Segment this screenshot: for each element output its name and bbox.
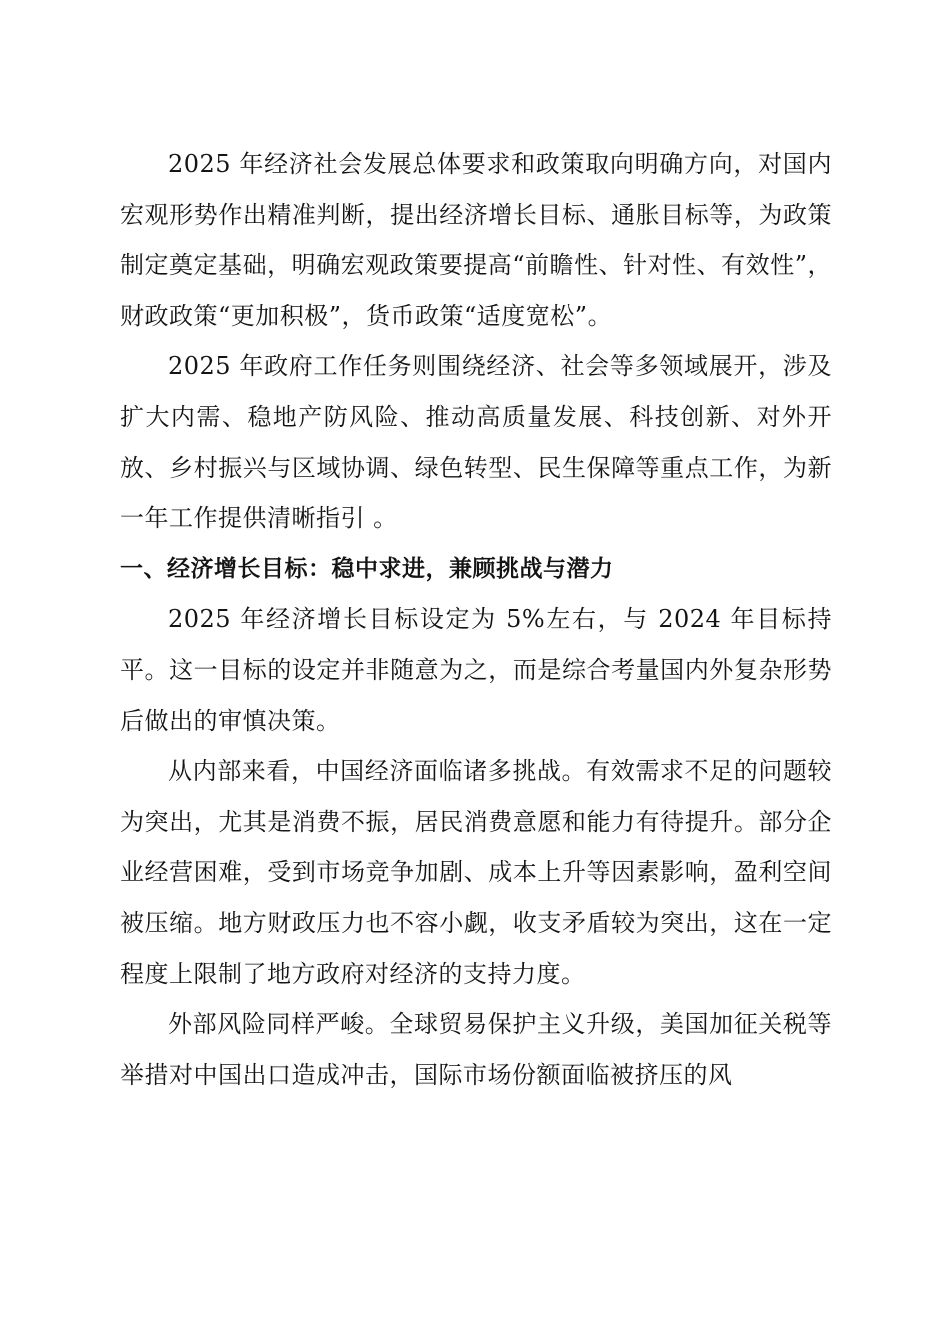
- section-paragraph-2: 从内部来看，中国经济面临诸多挑战。有效需求不足的问题较为突出，尤其是消费不振，居民消费意愿和能力有待提升。部分企业经营困难，受到市场竞争加剧、成本上升等因素影响，盈利空间被压缩。地方财政压力也不容小觑，收支矛盾较为突出，这在一定程度上限制了地方政府对经济的支持力度。: [120, 757, 832, 988]
- section-paragraph-1: 2025 年经济增长目标设定为 5%左右，与 2024 年目标持平。这一目标的设定并非随意为之，而是综合考量国内外复杂形势后做出的审慎决策。: [120, 605, 832, 735]
- section-paragraph-3: 外部风险同样严峻。全球贸易保护主义升级，美国加征关税等举措对中国出口造成冲击，国际市场份额面临被挤压的风: [120, 1010, 832, 1089]
- section-heading: 一、经济增长目标：稳中求进，兼顾挑战与潜力: [120, 555, 614, 582]
- intro-paragraph-2: 2025 年政府工作任务则围绕经济、社会等多领域展开，涉及扩大内需、稳地产防风险、推动高质量发展、科技创新、对外开放、乡村振兴与区域协调、绿色转型、民生保障等重点工作，为新一年工作提供清晰指引 。: [120, 352, 832, 533]
- intro-paragraph-1: 2025 年经济社会发展总体要求和政策取向明确方向，对国内宏观形势作出精准判断，提出经济增长目标、通胀目标等，为政策制定奠定基础，明确宏观政策要提高“前瞻性、针对性、有效性”，财政政策“更加积极”，货币政策“适度宽松”。: [120, 150, 832, 330]
